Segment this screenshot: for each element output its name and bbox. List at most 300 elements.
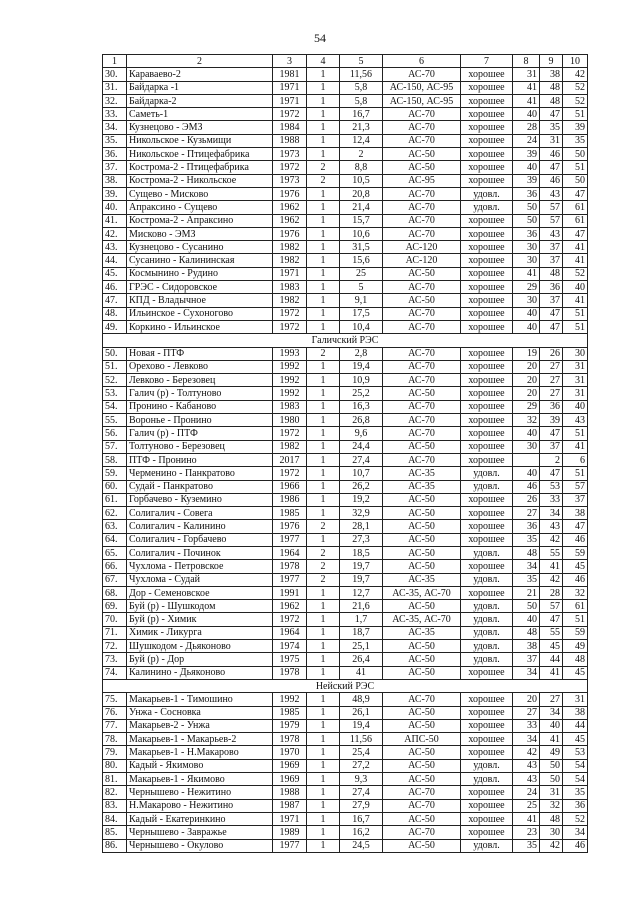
table-cell: 1975 [273,653,307,666]
table-cell: 47 [563,520,588,533]
column-header: 2 [127,55,273,68]
table-cell: 38. [103,174,127,187]
table-cell: 2017 [273,453,307,466]
table-cell: 1 [307,241,340,254]
table-cell: хорошее [461,440,513,453]
table-cell: 27 [540,387,563,400]
table-cell: 32. [103,94,127,107]
table-cell: 30 [513,440,540,453]
table-cell: 46 [563,533,588,546]
table-cell: 48 [540,267,563,280]
table-cell: 42 [540,839,563,852]
column-header: 4 [307,55,340,68]
table-row [103,746,588,759]
data-table [102,54,588,853]
table-cell: 1972 [273,427,307,440]
table-cell: 32 [540,799,563,812]
table-cell: Кузнецово - ЭМЗ [127,121,273,134]
table-cell: 31. [103,81,127,94]
table-cell: 48 [513,626,540,639]
table-cell: 27,9 [340,799,383,812]
table-cell: 10,4 [340,320,383,333]
table-cell: 48. [103,307,127,320]
table-cell: 53. [103,387,127,400]
table-cell: АС-35 [383,573,461,586]
section-header-row [103,679,588,692]
table-cell: 43. [103,241,127,254]
table-cell: 53 [563,746,588,759]
table-cell: 74. [103,666,127,679]
table-cell: АС-70 [383,68,461,81]
table-cell: 34 [563,826,588,839]
table-cell: 1 [307,294,340,307]
table-cell: 47 [540,320,563,333]
table-cell: хорошее [461,706,513,719]
table-cell: 51 [563,307,588,320]
table-cell: 47 [540,108,563,121]
table-row [103,134,588,147]
table-cell: Дор - Семеновское [127,586,273,599]
table-cell: удовл. [461,187,513,200]
table-cell: 75. [103,693,127,706]
table-cell: АС-70 [383,201,461,214]
table-cell: 1 [307,773,340,786]
table-cell: Байдарка -1 [127,81,273,94]
table-cell: 1971 [273,81,307,94]
table-cell: Саметь-1 [127,108,273,121]
table-cell: 39. [103,187,127,200]
table-cell: 15,6 [340,254,383,267]
table-cell: 29 [513,281,540,294]
table-cell: 8,8 [340,161,383,174]
table-cell: 57 [563,480,588,493]
table-cell: 51 [563,108,588,121]
table-cell: 1972 [273,613,307,626]
table-cell: удовл. [461,201,513,214]
table-row [103,812,588,825]
table-cell: 1962 [273,600,307,613]
table-row [103,94,588,107]
table-cell: Горбачево - Куземино [127,493,273,506]
table-cell: 1 [307,148,340,161]
table-cell: Солигалич - Совега [127,507,273,520]
table-cell: 72. [103,640,127,653]
table-cell: хорошее [461,400,513,413]
table-cell: 1 [307,453,340,466]
table-cell: 1 [307,214,340,227]
table-cell: 45 [563,666,588,679]
table-cell: 33. [103,108,127,121]
table-cell: 31 [563,374,588,387]
table-cell: 41. [103,214,127,227]
table-cell: 35 [513,839,540,852]
table-cell: 1982 [273,241,307,254]
table-cell: 1 [307,693,340,706]
table-cell: Судай - Панкратово [127,480,273,493]
table-cell: Мисково - ЭМЗ [127,227,273,240]
table-cell: 1964 [273,626,307,639]
table-cell: 61 [563,214,588,227]
table-cell: 40 [513,613,540,626]
table-cell: 1 [307,187,340,200]
table-cell: 51 [563,427,588,440]
table-cell: АС-50 [383,294,461,307]
table-cell: хорошее [461,281,513,294]
table-cell: 5,8 [340,94,383,107]
table-cell: 1970 [273,746,307,759]
column-header: 10 [563,55,588,68]
table-cell: АС-50 [383,387,461,400]
table-cell: Чухлома - Петровское [127,560,273,573]
table-cell: 73. [103,653,127,666]
table-cell: 1978 [273,733,307,746]
table-cell: 26,4 [340,653,383,666]
table-cell: 54. [103,400,127,413]
table-cell: 11,56 [340,68,383,81]
table-row [103,161,588,174]
table-cell: 1 [307,360,340,373]
table-cell: хорошее [461,214,513,227]
table-cell: ПТФ - Пронино [127,453,273,466]
table-cell: Чернышево - Нежитино [127,786,273,799]
table-cell: 25,4 [340,746,383,759]
table-cell: 24 [513,134,540,147]
table-cell: 1 [307,533,340,546]
table-cell: 34 [540,507,563,520]
table-cell: 47 [540,467,563,480]
table-cell: 44. [103,254,127,267]
table-cell: Н.Макарово - Нежитино [127,799,273,812]
table-cell: 40 [513,427,540,440]
table-cell: 9,6 [340,427,383,440]
table-cell: 1993 [273,347,307,360]
table-cell: Калинино - Дьяконово [127,666,273,679]
table-cell: 20 [513,374,540,387]
table-row [103,307,588,320]
table-cell: 10,9 [340,374,383,387]
table-row [103,320,588,333]
table-cell: 24,5 [340,839,383,852]
table-cell: 19,4 [340,719,383,732]
table-cell: 24 [513,786,540,799]
table-cell: хорошее [461,387,513,400]
table-cell: 26 [513,493,540,506]
table-cell: хорошее [461,693,513,706]
table-cell: 1973 [273,148,307,161]
table-cell: Кострома-2 - Апраксино [127,214,273,227]
table-cell: 1992 [273,693,307,706]
table-cell: АС-70 [383,693,461,706]
table-cell: АС-35, АС-70 [383,613,461,626]
table-cell: 5 [340,281,383,294]
table-cell: 10,6 [340,227,383,240]
table-cell: 69. [103,600,127,613]
table-cell: 37 [563,493,588,506]
table-cell: 1 [307,108,340,121]
table-cell: 1986 [273,493,307,506]
table-cell: 19 [513,347,540,360]
table-cell: 27 [540,374,563,387]
table-cell: 59. [103,467,127,480]
table-cell: 40 [563,281,588,294]
table-cell: 30 [563,347,588,360]
table-cell: хорошее [461,507,513,520]
table-cell: АС-95 [383,174,461,187]
header-row [103,55,588,68]
table-cell: 23 [513,826,540,839]
table-cell: 43 [563,414,588,427]
table-cell: 1976 [273,227,307,240]
table-cell: АС-50 [383,493,461,506]
table-cell: 86. [103,839,127,852]
table-cell: удовл. [461,467,513,480]
table-cell: 39 [540,414,563,427]
table-cell: 11,56 [340,733,383,746]
table-cell: 1 [307,759,340,772]
table-cell: Солигалич - Горбачево [127,533,273,546]
table-cell: 84. [103,812,127,825]
table-cell: 36 [513,227,540,240]
table-cell: 37. [103,161,127,174]
table-cell: 44 [563,719,588,732]
table-row [103,467,588,480]
table-cell: 47 [563,227,588,240]
table-cell: 24,4 [340,440,383,453]
table-cell: 45 [563,733,588,746]
table-cell: 1 [307,653,340,666]
table-cell: 37 [540,254,563,267]
table-cell: Кадый - Екатеринкино [127,812,273,825]
table-cell: 40 [513,467,540,480]
table-cell: 32,9 [340,507,383,520]
table-cell: 1 [307,507,340,520]
table-cell: 25 [513,799,540,812]
table-cell: 1 [307,812,340,825]
table-cell: хорошее [461,533,513,546]
section-title: Нейский РЭС [103,679,588,692]
table-row [103,839,588,852]
table-cell: 1992 [273,360,307,373]
table-cell: 1972 [273,307,307,320]
table-cell: 38 [540,68,563,81]
table-row [103,560,588,573]
table-cell: 2 [307,560,340,573]
table-cell: 1 [307,121,340,134]
table-cell: 9,1 [340,294,383,307]
table-cell: хорошее [461,826,513,839]
table-cell: 1969 [273,773,307,786]
table-cell: 31 [513,68,540,81]
table-cell: 1 [307,374,340,387]
table-cell: АС-50 [383,520,461,533]
table-cell: 1966 [273,480,307,493]
table-row [103,254,588,267]
table-cell: хорошее [461,148,513,161]
table-row [103,347,588,360]
table-cell: 36 [540,281,563,294]
table-cell: Макарьев-1 - Якимово [127,773,273,786]
table-row [103,480,588,493]
table-cell: 1977 [273,839,307,852]
table-cell: 2 [307,174,340,187]
table-cell: 1 [307,839,340,852]
table-cell: 35 [563,786,588,799]
table-cell: 43 [540,187,563,200]
table-cell: АС-50 [383,812,461,825]
table-cell: 42 [563,68,588,81]
table-cell: 78. [103,733,127,746]
table-cell: АС-50 [383,161,461,174]
table-cell: АС-50 [383,839,461,852]
table-cell: хорошее [461,320,513,333]
table-cell: 28 [513,121,540,134]
table-cell: Никольское - Птицефабрика [127,148,273,161]
table-cell: АС-50 [383,653,461,666]
table-row [103,453,588,466]
table-cell: АС-35, АС-70 [383,586,461,599]
table-cell: 30 [513,294,540,307]
table-cell: АС-50 [383,746,461,759]
table-cell: 1 [307,467,340,480]
table-cell: 1974 [273,640,307,653]
section-title: Галичский РЭС [103,334,588,347]
table-cell: 1 [307,267,340,280]
table-cell: АС-70 [383,134,461,147]
table-cell: АПС-50 [383,733,461,746]
table-row [103,626,588,639]
table-cell: 1971 [273,267,307,280]
table-cell: 40 [513,161,540,174]
table-row [103,786,588,799]
table-cell: 27 [540,360,563,373]
table-cell: 49 [563,640,588,653]
column-header: 3 [273,55,307,68]
table-row [103,187,588,200]
table-row [103,719,588,732]
table-cell: удовл. [461,480,513,493]
table-cell: 36. [103,148,127,161]
table-cell: 58. [103,453,127,466]
table-row [103,706,588,719]
table-cell: хорошее [461,414,513,427]
table-cell: 31,5 [340,241,383,254]
table-row [103,281,588,294]
table-cell: АС-70 [383,187,461,200]
table-cell: хорошее [461,81,513,94]
table-cell: 2 [540,453,563,466]
table-cell: ГРЭС - Сидоровское [127,281,273,294]
table-cell: 47. [103,294,127,307]
table-row [103,400,588,413]
table-cell: 81. [103,773,127,786]
table-cell: Воронье - Пронино [127,414,273,427]
table-cell: 80. [103,759,127,772]
table-cell: 60. [103,480,127,493]
table-cell: Никольское - Кузьмищи [127,134,273,147]
table-cell: 41 [513,81,540,94]
table-cell: АС-70 [383,453,461,466]
table-cell: АС-50 [383,507,461,520]
table-cell: 1972 [273,467,307,480]
table-row [103,773,588,786]
table-cell: АС-35 [383,626,461,639]
table-cell: 1 [307,387,340,400]
table-cell: 26 [540,347,563,360]
table-cell: 1971 [273,94,307,107]
table-cell: удовл. [461,640,513,653]
table-cell: 41 [563,294,588,307]
table-row [103,507,588,520]
table-cell: 5,8 [340,81,383,94]
table-cell: 1 [307,600,340,613]
table-cell: 21,3 [340,121,383,134]
table-cell: 1973 [273,174,307,187]
table-cell: хорошее [461,746,513,759]
table-row [103,520,588,533]
table-cell: 41 [513,267,540,280]
table-cell: 37 [540,440,563,453]
table-cell: 1 [307,440,340,453]
table-cell: Пронино - Кабаново [127,400,273,413]
table-cell: АС-70 [383,400,461,413]
table-cell: 32 [513,414,540,427]
table-cell: 34 [513,733,540,746]
table-row [103,201,588,214]
table-cell: АС-70 [383,320,461,333]
table-row [103,294,588,307]
table-cell: 33 [540,493,563,506]
table-cell: 9,3 [340,773,383,786]
table-cell: 40 [563,400,588,413]
table-cell: 1976 [273,187,307,200]
table-cell: 1979 [273,719,307,732]
table-cell: 41 [540,560,563,573]
table-cell: хорошее [461,134,513,147]
table-cell: 1983 [273,400,307,413]
table-cell: 2 [307,520,340,533]
table-cell: Кострома-2 - Птицефабрика [127,161,273,174]
table-cell: Буй (р) - Дор [127,653,273,666]
table-cell: 1981 [273,68,307,81]
table-cell: 27,4 [340,453,383,466]
table-cell: 48 [540,81,563,94]
table-cell: хорошее [461,374,513,387]
table-row [103,267,588,280]
table-cell: 1978 [273,560,307,573]
table-cell: 52 [563,812,588,825]
table-cell: 38 [563,507,588,520]
table-cell: АС-70 [383,121,461,134]
table-cell: 82. [103,786,127,799]
table-row [103,68,588,81]
table-cell: Чернышево - Завражье [127,826,273,839]
table-cell: хорошее [461,733,513,746]
table-cell: 27 [540,693,563,706]
table-cell: 1982 [273,294,307,307]
table-cell: 1984 [273,121,307,134]
table-cell: 41 [563,440,588,453]
table-row [103,759,588,772]
table-row [103,81,588,94]
table-cell: хорошее [461,174,513,187]
table-row [103,374,588,387]
table-cell: удовл. [461,613,513,626]
table-cell: 41 [540,733,563,746]
table-cell: 41 [340,666,383,679]
table-cell: 85. [103,826,127,839]
table-cell: хорошее [461,94,513,107]
table-cell: хорошее [461,254,513,267]
